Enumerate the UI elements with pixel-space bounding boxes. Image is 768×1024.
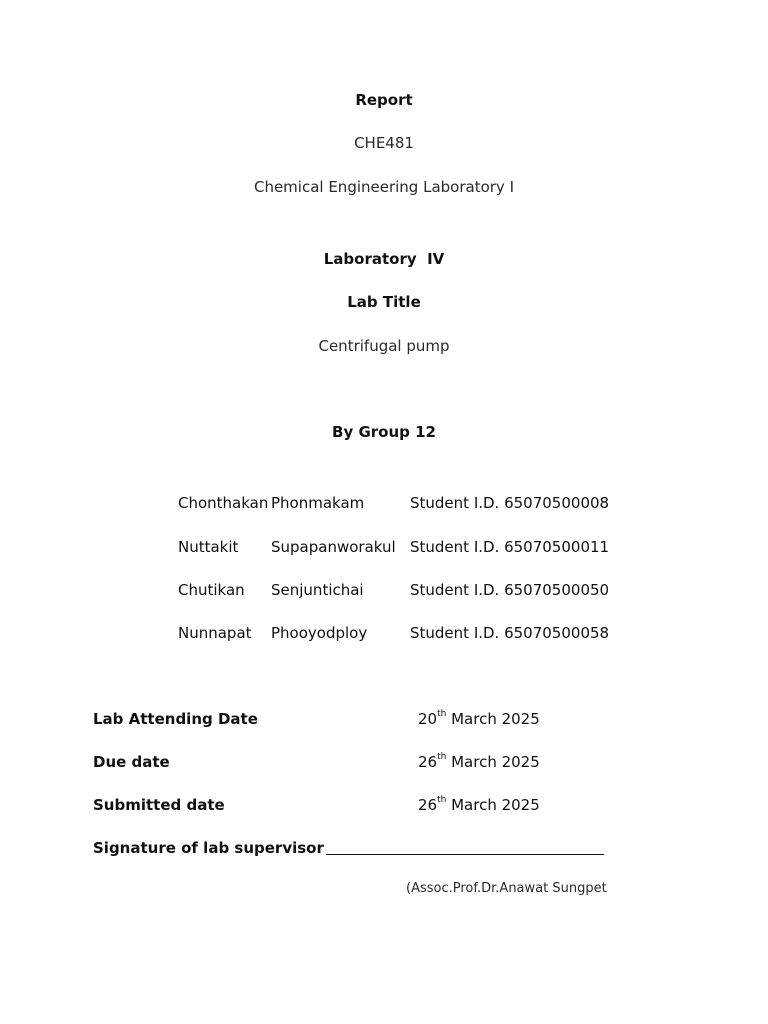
member-student-id: Student I.D. 65070500058	[410, 624, 610, 642]
attending-day-suffix: th	[437, 709, 447, 719]
member-last-name: Phooyodploy	[271, 624, 368, 642]
due-day: 26	[418, 753, 438, 771]
member-student-id: Student I.D. 65070500008	[410, 494, 610, 512]
due-date-label: Due date	[93, 753, 170, 771]
course-code: CHE481	[354, 134, 414, 152]
report-heading: Report	[355, 91, 413, 109]
lab-title: Centrifugal pump	[318, 337, 450, 355]
group-label: By Group 12	[332, 423, 436, 441]
attending-date-label: Lab Attending Date	[93, 710, 258, 728]
member-last-name: Senjuntichai	[271, 581, 364, 599]
attending-date-value	[418, 709, 540, 729]
member-student-id: Student I.D. 65070500050	[410, 581, 610, 599]
member-last-name: Phonmakam	[271, 494, 365, 512]
attending-month-year: March 2025	[446, 710, 540, 728]
attending-day: 20	[418, 710, 438, 728]
signature-label: Signature of lab supervisor	[93, 839, 324, 857]
due-month-year: March 2025	[446, 753, 540, 771]
course-name: Chemical Engineering Laboratory I	[253, 178, 515, 196]
member-first-name: Nunnapat	[178, 624, 252, 642]
lab-number: Laboratory IV	[323, 250, 445, 268]
submitted-day: 26	[418, 796, 438, 814]
lab-title-label: Lab Title	[347, 293, 421, 311]
member-first-name: Chutikan	[178, 581, 245, 599]
submitted-day-suffix: th	[437, 795, 447, 805]
submitted-date-label: Submitted date	[93, 796, 225, 814]
supervisor-name: (Assoc.Prof.Dr.Anawat Sungpet	[406, 881, 607, 896]
member-first-name: Nuttakit	[178, 538, 239, 556]
signature-line	[326, 854, 604, 855]
member-last-name: Supapanworakul	[271, 538, 396, 556]
due-date-value	[418, 752, 540, 772]
submitted-date-value	[418, 795, 540, 815]
due-day-suffix: th	[437, 752, 447, 762]
member-student-id: Student I.D. 65070500011	[410, 538, 610, 556]
submitted-month-year: March 2025	[446, 796, 540, 814]
member-first-name: Chonthakan	[178, 494, 269, 512]
